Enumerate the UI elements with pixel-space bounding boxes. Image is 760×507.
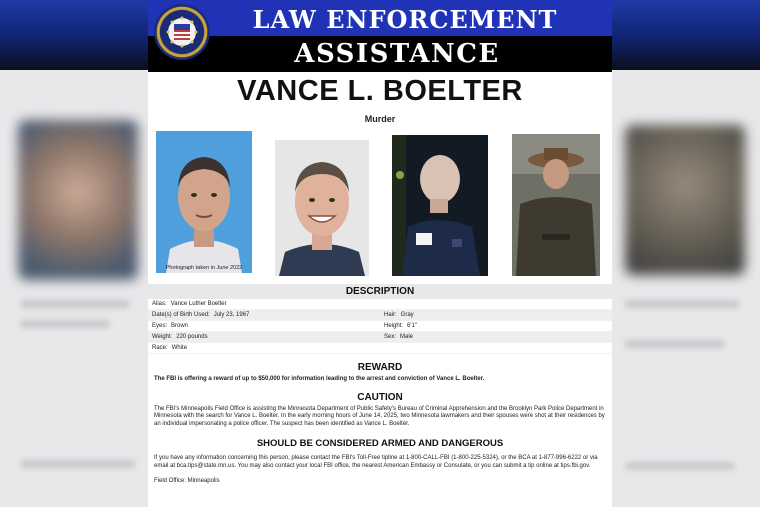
armed-warning: SHOULD BE CONSIDERED ARMED AND DANGEROUS: [256, 438, 504, 449]
background-blur-line: [20, 460, 135, 468]
suspect-photo-2: [275, 140, 369, 276]
banner-bottom-title: ASSISTANCE: [294, 39, 500, 69]
hair-value: Gray: [400, 312, 414, 318]
photo-caption: Photograph taken in June 2022: [165, 265, 243, 271]
background-blur-line: [20, 320, 110, 328]
banner-bottom: [148, 36, 612, 72]
height-value: 6'1": [407, 323, 417, 329]
sex-value: Male: [400, 334, 414, 340]
weight-cell: [148, 332, 380, 342]
race-label: Race:: [152, 345, 168, 351]
dob-value: July 23, 1967: [213, 312, 250, 318]
caution-text: The FBI's Minneapolis Field Office is assisting the Minnesota Department of Public Safety's Bureau of Criminal Apprehension and the Brooklyn Park Police Department in Minnesota with the search for Vance L. Boelter. In the early morning hours of June 14, 2025, two Minnesota lawmakers and their spouses were shot at their residences by an individual impersonating a police officer. The suspect has been identified as Vance L. Boelter.: [154, 405, 605, 427]
reward-heading: REWARD: [357, 362, 403, 373]
height-cell: [380, 321, 612, 331]
race-cell: [148, 343, 380, 353]
contact-text: If you have any information concerning this person, please contact the FBI's Toll-Free tipline at 1-800-CALL-FBI (1-800-225-5324), or the BCA at 1-877-996-6222 or via email at bca.tips@state.mn.us. You may also contact your local FBI office, the nearest American Embassy or Consulate, or you can submit a tip online at tips.fbi.gov.: [154, 455, 598, 469]
table-row: [148, 343, 612, 354]
alias-label: Alias:: [152, 301, 167, 307]
eyes-cell: [148, 321, 380, 331]
hair-cell: [380, 310, 612, 320]
background-blur-line: [625, 462, 735, 470]
weight-value: 220 pounds: [176, 334, 208, 340]
banner-top-title: LAW ENFORCEMENT: [252, 5, 558, 34]
crime-label: Murder: [364, 114, 396, 124]
table-row: [148, 332, 612, 343]
eyes-value: Brown: [171, 323, 189, 329]
banner-top: [148, 0, 612, 36]
background-blurred-photo-left: [18, 120, 138, 280]
eyes-label: Eyes:: [152, 323, 168, 329]
sex-label: Sex:: [384, 334, 397, 340]
field-office: Field Office: Minneapolis: [154, 478, 220, 484]
sex-cell: [380, 332, 612, 342]
weight-label: Weight:: [152, 334, 173, 340]
description-heading: DESCRIPTION: [148, 284, 612, 299]
background-blur-line: [20, 300, 130, 308]
description-table: [148, 299, 612, 354]
background-blurred-photo-right: [625, 125, 745, 275]
table-row: [148, 299, 612, 310]
hair-label: Hair:: [384, 312, 397, 318]
table-row: [148, 310, 612, 321]
reward-text: The FBI is offering a reward of up to $50,000 for information leading to the arrest and conviction of Vance L. Boelter.: [154, 376, 485, 382]
alias-value: Vance Luther Boelter: [170, 301, 227, 307]
suspect-photo-3-surveillance: [392, 135, 488, 276]
alias-cell: [148, 299, 380, 309]
dob-cell: [148, 310, 380, 320]
suspect-photo-4-surveillance: [512, 134, 600, 276]
race-value: White: [171, 345, 188, 351]
background-blur-line: [625, 300, 740, 308]
table-row: [148, 321, 612, 332]
suspect-name: VANCE L. BOELTER: [237, 75, 523, 107]
dob-label: Date(s) of Birth Used:: [152, 312, 210, 318]
height-label: Height:: [384, 323, 404, 329]
caution-heading: CAUTION: [357, 391, 403, 403]
background-blur-line: [625, 340, 725, 348]
fbi-poster: [148, 0, 612, 507]
suspect-photo-1: [156, 131, 252, 273]
photo-row: [148, 128, 612, 278]
fbi-seal-icon: [154, 4, 210, 60]
